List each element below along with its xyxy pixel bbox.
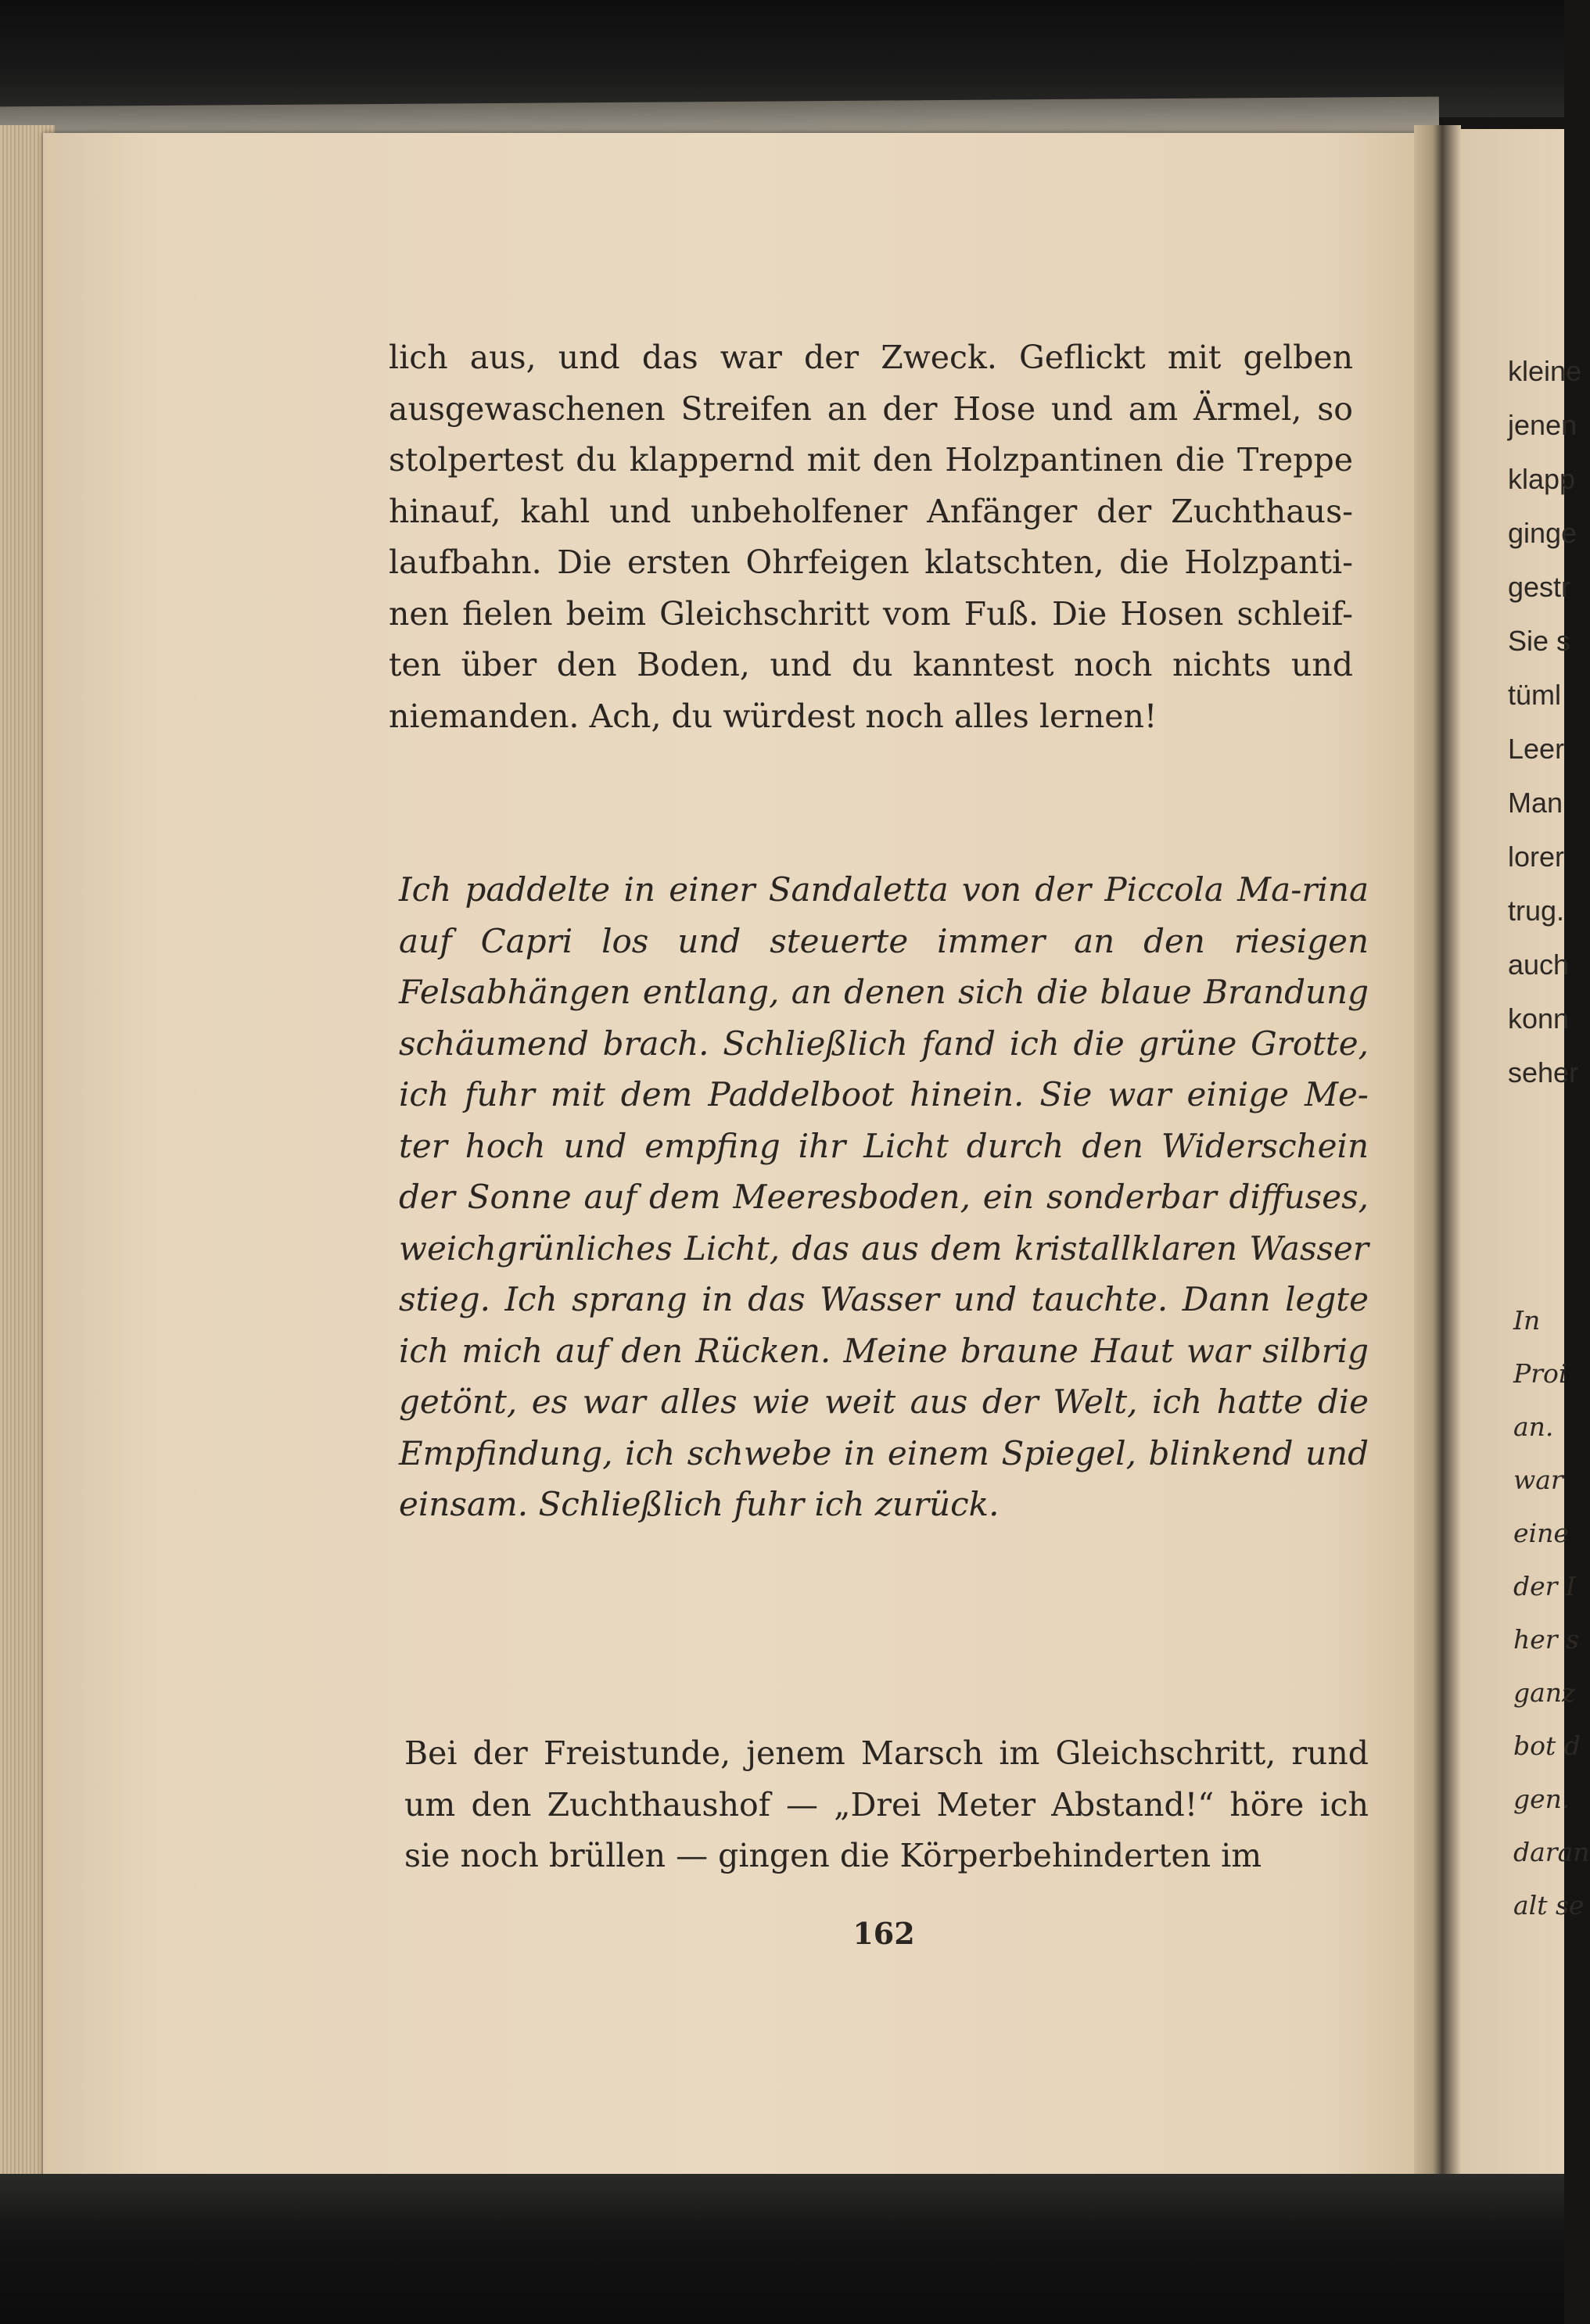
right-fragment: her s (1513, 1624, 1579, 1655)
right-fragment: lorer (1508, 841, 1565, 873)
background-bottom (0, 2174, 1564, 2324)
right-fragment: kleine (1508, 355, 1582, 387)
paragraph-1-text: lich aus, und das war der Zweck. Geflickt mit gelben ausgewaschenen Streifen an der Hose und am Ärmel, so stolpertest du klappernd mit den Holzpantinen die Treppe hinauf, kahl und unbeholfener Anfänger der Zuchthaus-laufbahn. Die ersten Ohrfeigen klatschten, die Holzpanti-nen fielen beim Gleichschritt vom Fuß. Die Hosen schleif-ten über den Boden, und du kanntest noch nichts und niemanden. Ach, du würdest noch alles lernen! (389, 339, 1353, 735)
right-page-upper-fragments (1508, 344, 1582, 1099)
book-gutter (1414, 125, 1461, 2190)
right-fragment: war (1513, 1465, 1563, 1495)
right-fragment: trug. (1508, 895, 1565, 927)
paragraph-2-text: Ich paddelte in einer Sandaletta von der Piccola Ma-rina auf Capri los und steuerte immer an den riesigen Felsabhängen entlang, an denen sich die blaue Brandung schäumend brach. Schließlich fand ich die grüne Grotte, ich fuhr mit dem Paddelboot hinein. Sie war einige Me-ter hoch und empfing ihr Licht durch den Widerschein der Sonne auf dem Meeresboden, ein sonderbar diffuses, weichgrünliches Licht, das aus dem kristallklaren Wasser stieg. Ich sprang in das Wasser und tauchte. Dann legte ich mich auf den Rücken. Meine braune Haut war silbrig getönt, es war alles wie weit aus der Welt, ich hatte die Empfindung, ich schwebe in einem Spiegel, blinkend und einsam. Schließlich fuhr ich zurück. (399, 870, 1369, 1523)
right-fragment: seher (1508, 1056, 1579, 1088)
right-fragment: Leer (1508, 733, 1565, 765)
right-fragment: ganz (1513, 1677, 1576, 1708)
right-fragment: tüml (1508, 679, 1562, 711)
right-fragment: gen. (1513, 1784, 1570, 1814)
right-fragment: daran (1513, 1837, 1590, 1867)
paragraph-2-italic (399, 864, 1369, 1530)
paragraph-3-text: Bei der Freistunde, jenem Marsch im Gleichschritt, rund um den Zuchthaushof — „Drei Meter Abstand!“ höre ich sie noch brüllen — gingen die Körperbehinderten im (404, 1734, 1369, 1874)
right-page-lower-fragments (1513, 1294, 1590, 1932)
right-fragment: Sie s (1508, 625, 1571, 657)
paragraph-1 (389, 332, 1353, 742)
right-fragment: Proi (1513, 1358, 1567, 1389)
right-fragment: der I (1513, 1571, 1576, 1601)
right-fragment: jenen (1508, 409, 1577, 441)
paragraph-3 (404, 1728, 1369, 1882)
right-fragment: konn (1508, 1002, 1570, 1035)
right-fragment: In (1513, 1305, 1541, 1336)
right-fragment: Man (1508, 787, 1563, 819)
page-number: 162 (852, 1916, 915, 1951)
right-fragment: alt se (1513, 1890, 1585, 1921)
right-fragment: bot d (1513, 1730, 1581, 1761)
right-fragment: ginge (1508, 517, 1577, 549)
right-fragment: eine (1513, 1518, 1569, 1548)
right-fragment: auch (1508, 949, 1570, 981)
right-fragment: an. (1513, 1411, 1554, 1442)
right-fragment: klapp (1508, 463, 1576, 495)
right-fragment: gestr (1508, 571, 1571, 603)
